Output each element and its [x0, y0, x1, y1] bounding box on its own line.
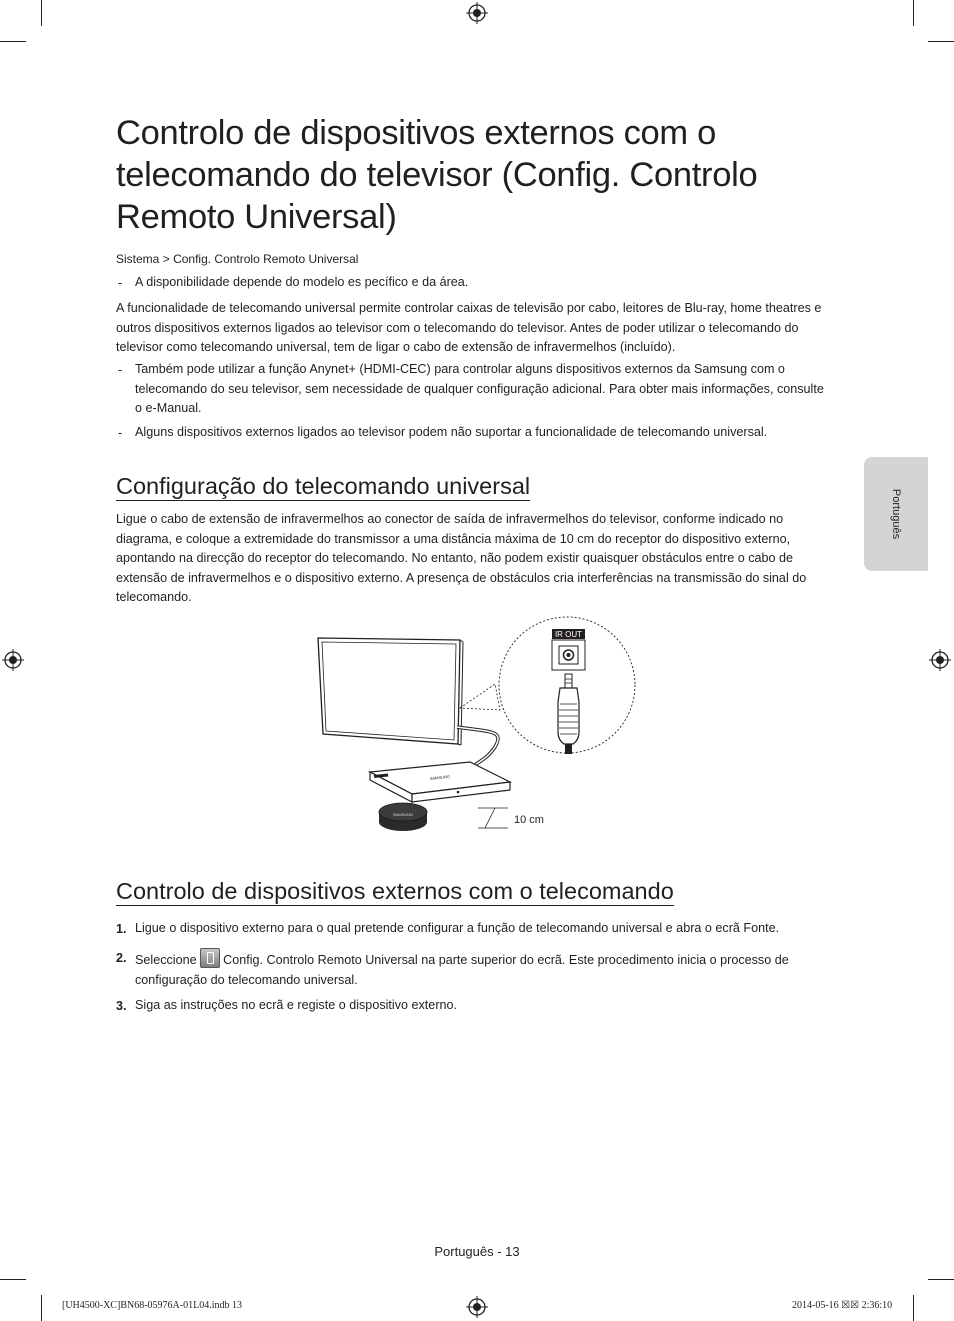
- breadcrumb-item-sistema: Sistema: [116, 252, 160, 266]
- registration-mark-icon: [466, 1296, 488, 1318]
- step-number: 3.: [116, 999, 127, 1013]
- ir-emitter-illustration: [379, 803, 427, 831]
- page-footer: Português - 13: [434, 1244, 520, 1259]
- e-manual-link[interactable]: e-Manual: [145, 401, 199, 415]
- note-compatibility: Alguns dispositivos externos ligados ao televisor podem não suportar a funcionalidade de telecomando universal.: [135, 425, 768, 439]
- section-configuracao-body: Ligue o cabo de extensão de infravermelhos ao conector de saída de infravermelhos do televisor, conforme indicado no diagrama, e coloque a extremidade do transmissor a uma distância máxima de 10 cm do receptor do dispositivo externo, apontando na direcção do receptor do telecomando. No entanto, não podem existir quaisquer obstáculos entre o cabo de extensão de infravermelhos e o dispositivo externo. A presença de obstáculos cria interferências na transmissão do sinal do telecomando.: [116, 512, 807, 604]
- crop-mark: [41, 0, 42, 26]
- section-title-configuracao: Configuração do telecomando universal: [116, 473, 531, 499]
- step-1-end: .: [775, 921, 780, 935]
- step-3: Siga as instruções no ecrã e registe o dispositivo externo.: [135, 998, 458, 1012]
- registration-mark-icon: [929, 649, 951, 671]
- ir-extension-diagram: [300, 612, 645, 837]
- crop-mark: [928, 1279, 954, 1280]
- ir-plug-illustration: [558, 674, 579, 754]
- breadcrumb-separator: >: [162, 252, 170, 266]
- emitter-brand-label: SAMSUNG: [392, 812, 414, 817]
- step-2: [135, 948, 835, 990]
- language-side-tab-label: Português: [890, 488, 902, 540]
- bullet-dash: -: [118, 276, 123, 290]
- registration-mark-icon: [2, 649, 24, 671]
- crop-mark: [928, 41, 954, 42]
- crop-mark: [0, 41, 26, 42]
- page-title: Controlo de dispositivos externos com o telecomando do televisor (Config. Controlo Remoto Universal): [116, 114, 758, 236]
- crop-mark: [0, 1279, 26, 1280]
- section-title-controlo: Controlo de dispositivos externos com o telecomando: [116, 878, 674, 904]
- step-2-text: Seleccione: [135, 953, 201, 967]
- device-brand-label: SAMSUNG: [429, 773, 451, 781]
- tv-illustration: [318, 638, 463, 745]
- print-slug-date: 2014-05-16 ☒☒ 2:36:10: [792, 1300, 893, 1311]
- step-1: [135, 919, 835, 939]
- crop-mark: [913, 1295, 914, 1321]
- note-anynet-end: .: [198, 401, 202, 415]
- registration-mark-icon: [466, 2, 488, 24]
- note-anynet-text: Também pode utilizar a função Anynet+ (HDMI-CEC) para controlar alguns dispositivos externos da Samsung com o telecomando do seu televisor, sem necessidade de qualquer configuração adicional. Para obter mais informações, consulte o: [135, 362, 824, 415]
- ir-out-label: IR OUT: [554, 630, 583, 639]
- step-1-text: Ligue o dispositivo externo para o qual pretende configurar a função de telecomando universal e abra o ecrã: [135, 921, 744, 935]
- breadcrumb-item-config: Config. Controlo Remoto Universal: [173, 252, 359, 266]
- step-number: 2.: [116, 951, 127, 965]
- universal-remote-icon: [200, 948, 220, 968]
- step-2-end: na parte superior do ecrã. Este procedimento inicia o processo de configuração do telecomando universal.: [135, 953, 789, 987]
- breadcrumb: [116, 252, 358, 266]
- crop-mark: [41, 1295, 42, 1321]
- availability-note: A disponibilidade depende do modelo es pecífico e da área.: [135, 275, 469, 289]
- bullet-dash: -: [118, 426, 123, 440]
- print-slug-file: [UH4500-XC]BN68-05976A-01L04.indb 13: [62, 1300, 242, 1311]
- intro-paragraph: A funcionalidade de telecomando universal permite controlar caixas de televisão por cabo, leitores de Blu-ray, home theatres e outros dispositivos externos ligados ao televisor com o telecomando do televisor. Antes de poder utilizar o telecomando do televisor como telecomando universal, tem de ligar o cabo de extensão de infravermelhos (incluído).: [116, 301, 822, 354]
- crop-mark: [913, 0, 914, 26]
- universal-remote-menu-reference: Config. Controlo Remoto Universal: [223, 953, 418, 967]
- distance-label: 10 cm: [514, 814, 544, 826]
- bullet-dash: -: [118, 363, 123, 377]
- step-number: 1.: [116, 922, 127, 936]
- external-device-illustration: [370, 762, 510, 802]
- fonte-menu-reference: Fonte: [743, 921, 776, 935]
- note-anynet: [135, 360, 825, 419]
